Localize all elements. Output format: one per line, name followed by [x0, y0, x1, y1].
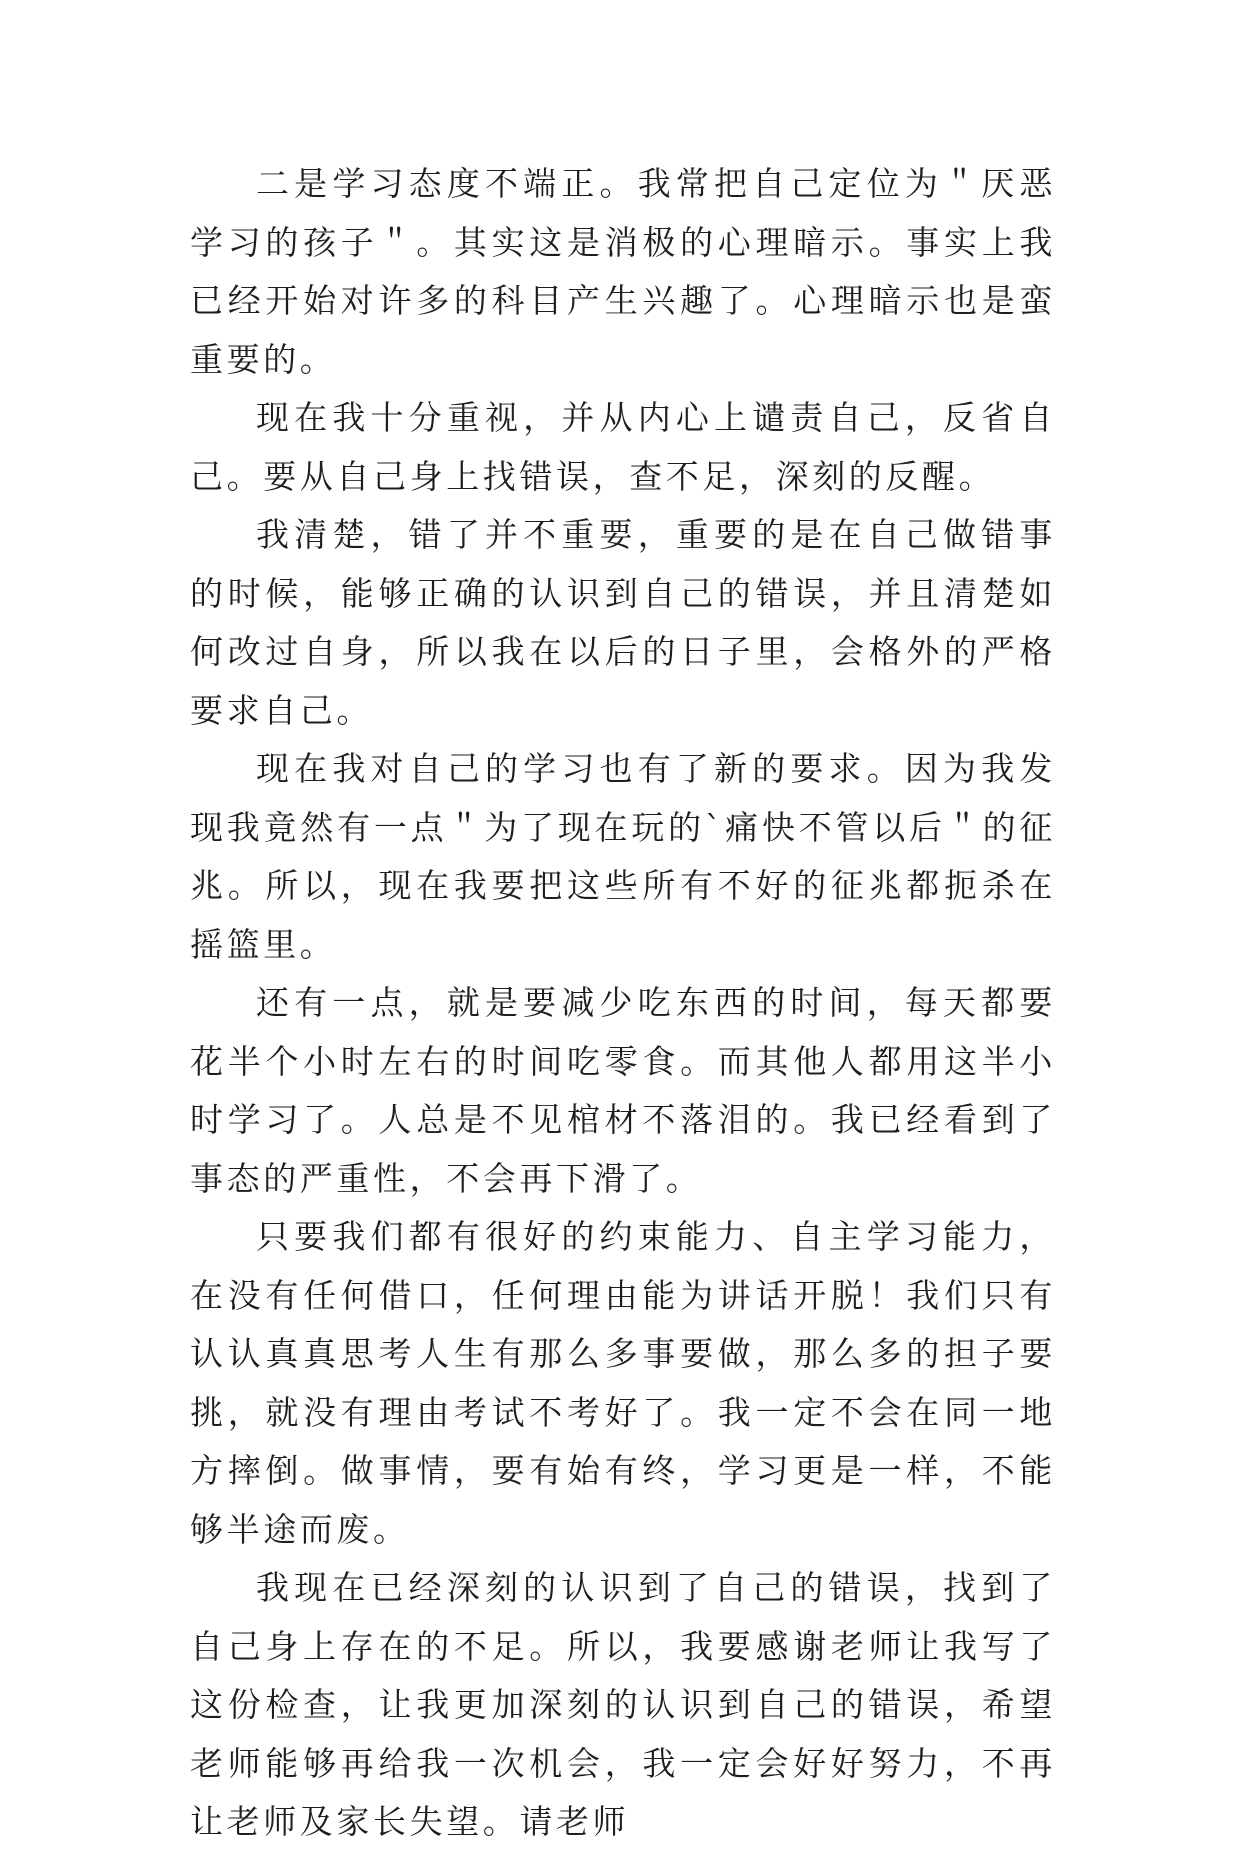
document-body	[190, 155, 1056, 1852]
paragraph: 二是学习态度不端正。我常把自己定位为＂厌恶学习的孩子＂。其实这是消极的心理暗示。事实上我已经开始对许多的科目产生兴趣了。心理暗示也是蛮重要的。	[190, 164, 1056, 379]
paragraph: 还有一点，就是要减少吃东西的时间，每天都要花半个小时左右的时间吃零食。而其他人都用这半小时学习了。人总是不见棺材不落泪的。我已经看到了事态的严重性，不会再下滑了。	[190, 983, 1056, 1198]
paragraph: 只要我们都有很好的约束能力、自主学习能力，在没有任何借口，任何理由能为讲话开脱！我们只有认认真真思考人生有那么多事要做，那么多的担子要挑，就没有理由考试不考好了。我一定不会在同一地方摔倒。做事情，要有始有终，学习更是一样，不能够半途而废。	[190, 1217, 1056, 1549]
paragraph: 现在我十分重视，并从内心上谴责自己，反省自己。要从自己身上找错误，查不足，深刻的反醒。	[190, 398, 1056, 496]
paragraph: 我现在已经深刻的认识到了自己的错误，找到了自己身上存在的不足。所以，我要感谢老师让我写了这份检查，让我更加深刻的认识到自己的错误，希望老师能够再给我一次机会，我一定会好好努力，不再让老师及家长失望。请老师	[190, 1568, 1056, 1841]
paragraph: 我清楚，错了并不重要，重要的是在自己做错事的时候，能够正确的认识到自己的错误，并且清楚如何改过自身，所以我在以后的日子里，会格外的严格要求自己。	[190, 515, 1056, 730]
paragraph: 现在我对自己的学习也有了新的要求。因为我发现我竟然有一点＂为了现在玩的`痛快不管以后＂的征兆。所以，现在我要把这些所有不好的征兆都扼杀在摇篮里。	[190, 749, 1056, 964]
